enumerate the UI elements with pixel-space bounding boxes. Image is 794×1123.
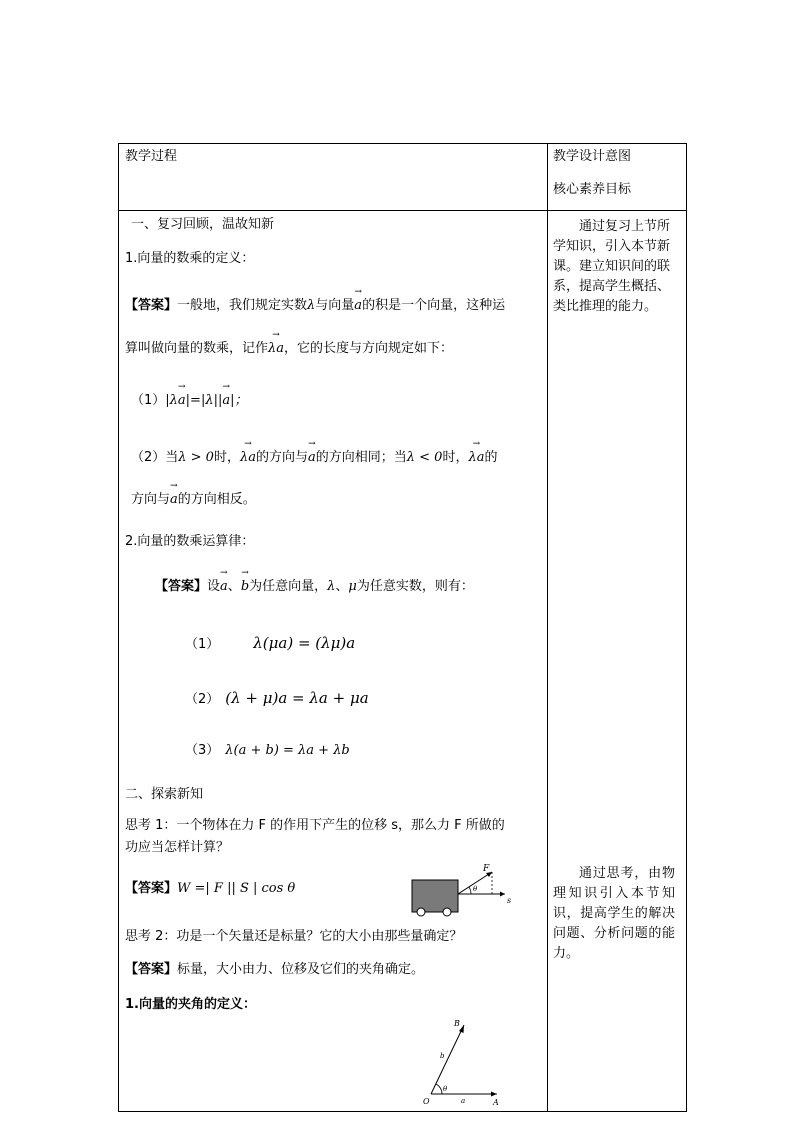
law-3: （3） λ(a + b) = λa + λb <box>185 743 350 758</box>
answer-definition-line-2: 算叫做向量的数乘，记作→ λa，它的长度与方向规定如下： <box>125 340 453 358</box>
wheel-right <box>443 908 451 916</box>
answer-scalar: 【答案】标量，大小由力、位移及它们的夹角确定。 <box>125 962 425 977</box>
section-review-heading: 一、复习回顾，温故知新 <box>131 217 275 232</box>
law-2: （2） (λ + μ)a = λa + μa <box>185 689 369 707</box>
design-intent-paragraph-1: 通过复习上节所学知识，引入本节新课。建立知识间的联系，提高学生概括、类比推理的能力。 <box>553 219 671 314</box>
rule-direction-line-2: 方向与→ a的方向相反。 <box>131 491 256 509</box>
arrowhead-a <box>491 1092 497 1097</box>
label-A: A <box>493 1098 499 1107</box>
header-design-intent: 教学设计意图 <box>553 149 632 164</box>
think-1-line-2: 功应当怎样计算？ <box>125 840 230 855</box>
answer-definition-line-1: 【答案】一般地，我们规定实数λ与向量→ a的积是一个向量，这种运 <box>125 297 505 315</box>
answer-tag: 【答案】 <box>155 579 208 594</box>
displacement-arrowhead <box>500 892 505 897</box>
answer-tag: 【答案】 <box>125 298 178 313</box>
rule-length: （1）|λ→ a|=|λ||→ a|； <box>131 392 247 410</box>
label-theta: θ <box>473 885 478 893</box>
wheel-left <box>417 908 425 916</box>
column-divider <box>547 144 548 1111</box>
design-intent-paragraph-2: 通过思考，由物理知识引入本节知识，提高学生的解决问题、分析问题的能力。 <box>553 866 675 961</box>
think-2: 思考 2：功是一个矢量还是标量？它的大小由那些量确定？ <box>125 929 463 944</box>
label-a: a <box>461 1097 466 1105</box>
law-1: （1） λ(μa) = (λμ)a <box>185 634 356 652</box>
think-1-line-1: 思考 1：一个物体在力 F 的作用下产生的位移 s，那么力 F 所做的 <box>125 818 505 833</box>
answer-work-formula: 【答案】W =| F || S | cos θ <box>125 881 296 896</box>
header-divider <box>119 210 686 211</box>
header-core-literacy: 核心素养目标 <box>553 182 632 197</box>
label-B: B <box>454 1019 460 1028</box>
item-operation-laws-title: 2.向量的数乘运算律： <box>125 534 255 549</box>
header-teaching-process: 教学过程 <box>125 149 178 164</box>
force-displacement-figure <box>409 860 519 920</box>
answer-tag: 【答案】 <box>125 881 178 896</box>
item-vector-angle-title: 1.向量的夹角的定义： <box>125 997 256 1012</box>
vector-ob <box>431 1025 464 1094</box>
label-b: b <box>440 1052 445 1060</box>
label-O: O <box>423 1097 430 1106</box>
item-scalar-multiplication-title: 1.向量的数乘的定义： <box>125 251 255 266</box>
label-displacement: s <box>507 896 512 905</box>
label-theta: θ <box>443 1085 448 1093</box>
lesson-table <box>118 143 687 1112</box>
angle-arc <box>436 1084 442 1094</box>
label-force: F <box>483 864 490 874</box>
angle-arc <box>469 887 471 894</box>
answer-tag: 【答案】 <box>125 962 178 977</box>
section-explore-heading: 二、探索新知 <box>125 787 204 802</box>
vector-angle-figure <box>409 1012 514 1108</box>
block-body <box>412 880 458 912</box>
rule-direction-line-1: （2）当λ > 0时，→ λa的方向与→ a的方向相同；当λ < 0时，→ λa的 <box>131 449 497 467</box>
answer-laws-intro: 【答案】设→ a、→ b为任意向量，λ、μ为任意实数，则有： <box>155 578 474 596</box>
